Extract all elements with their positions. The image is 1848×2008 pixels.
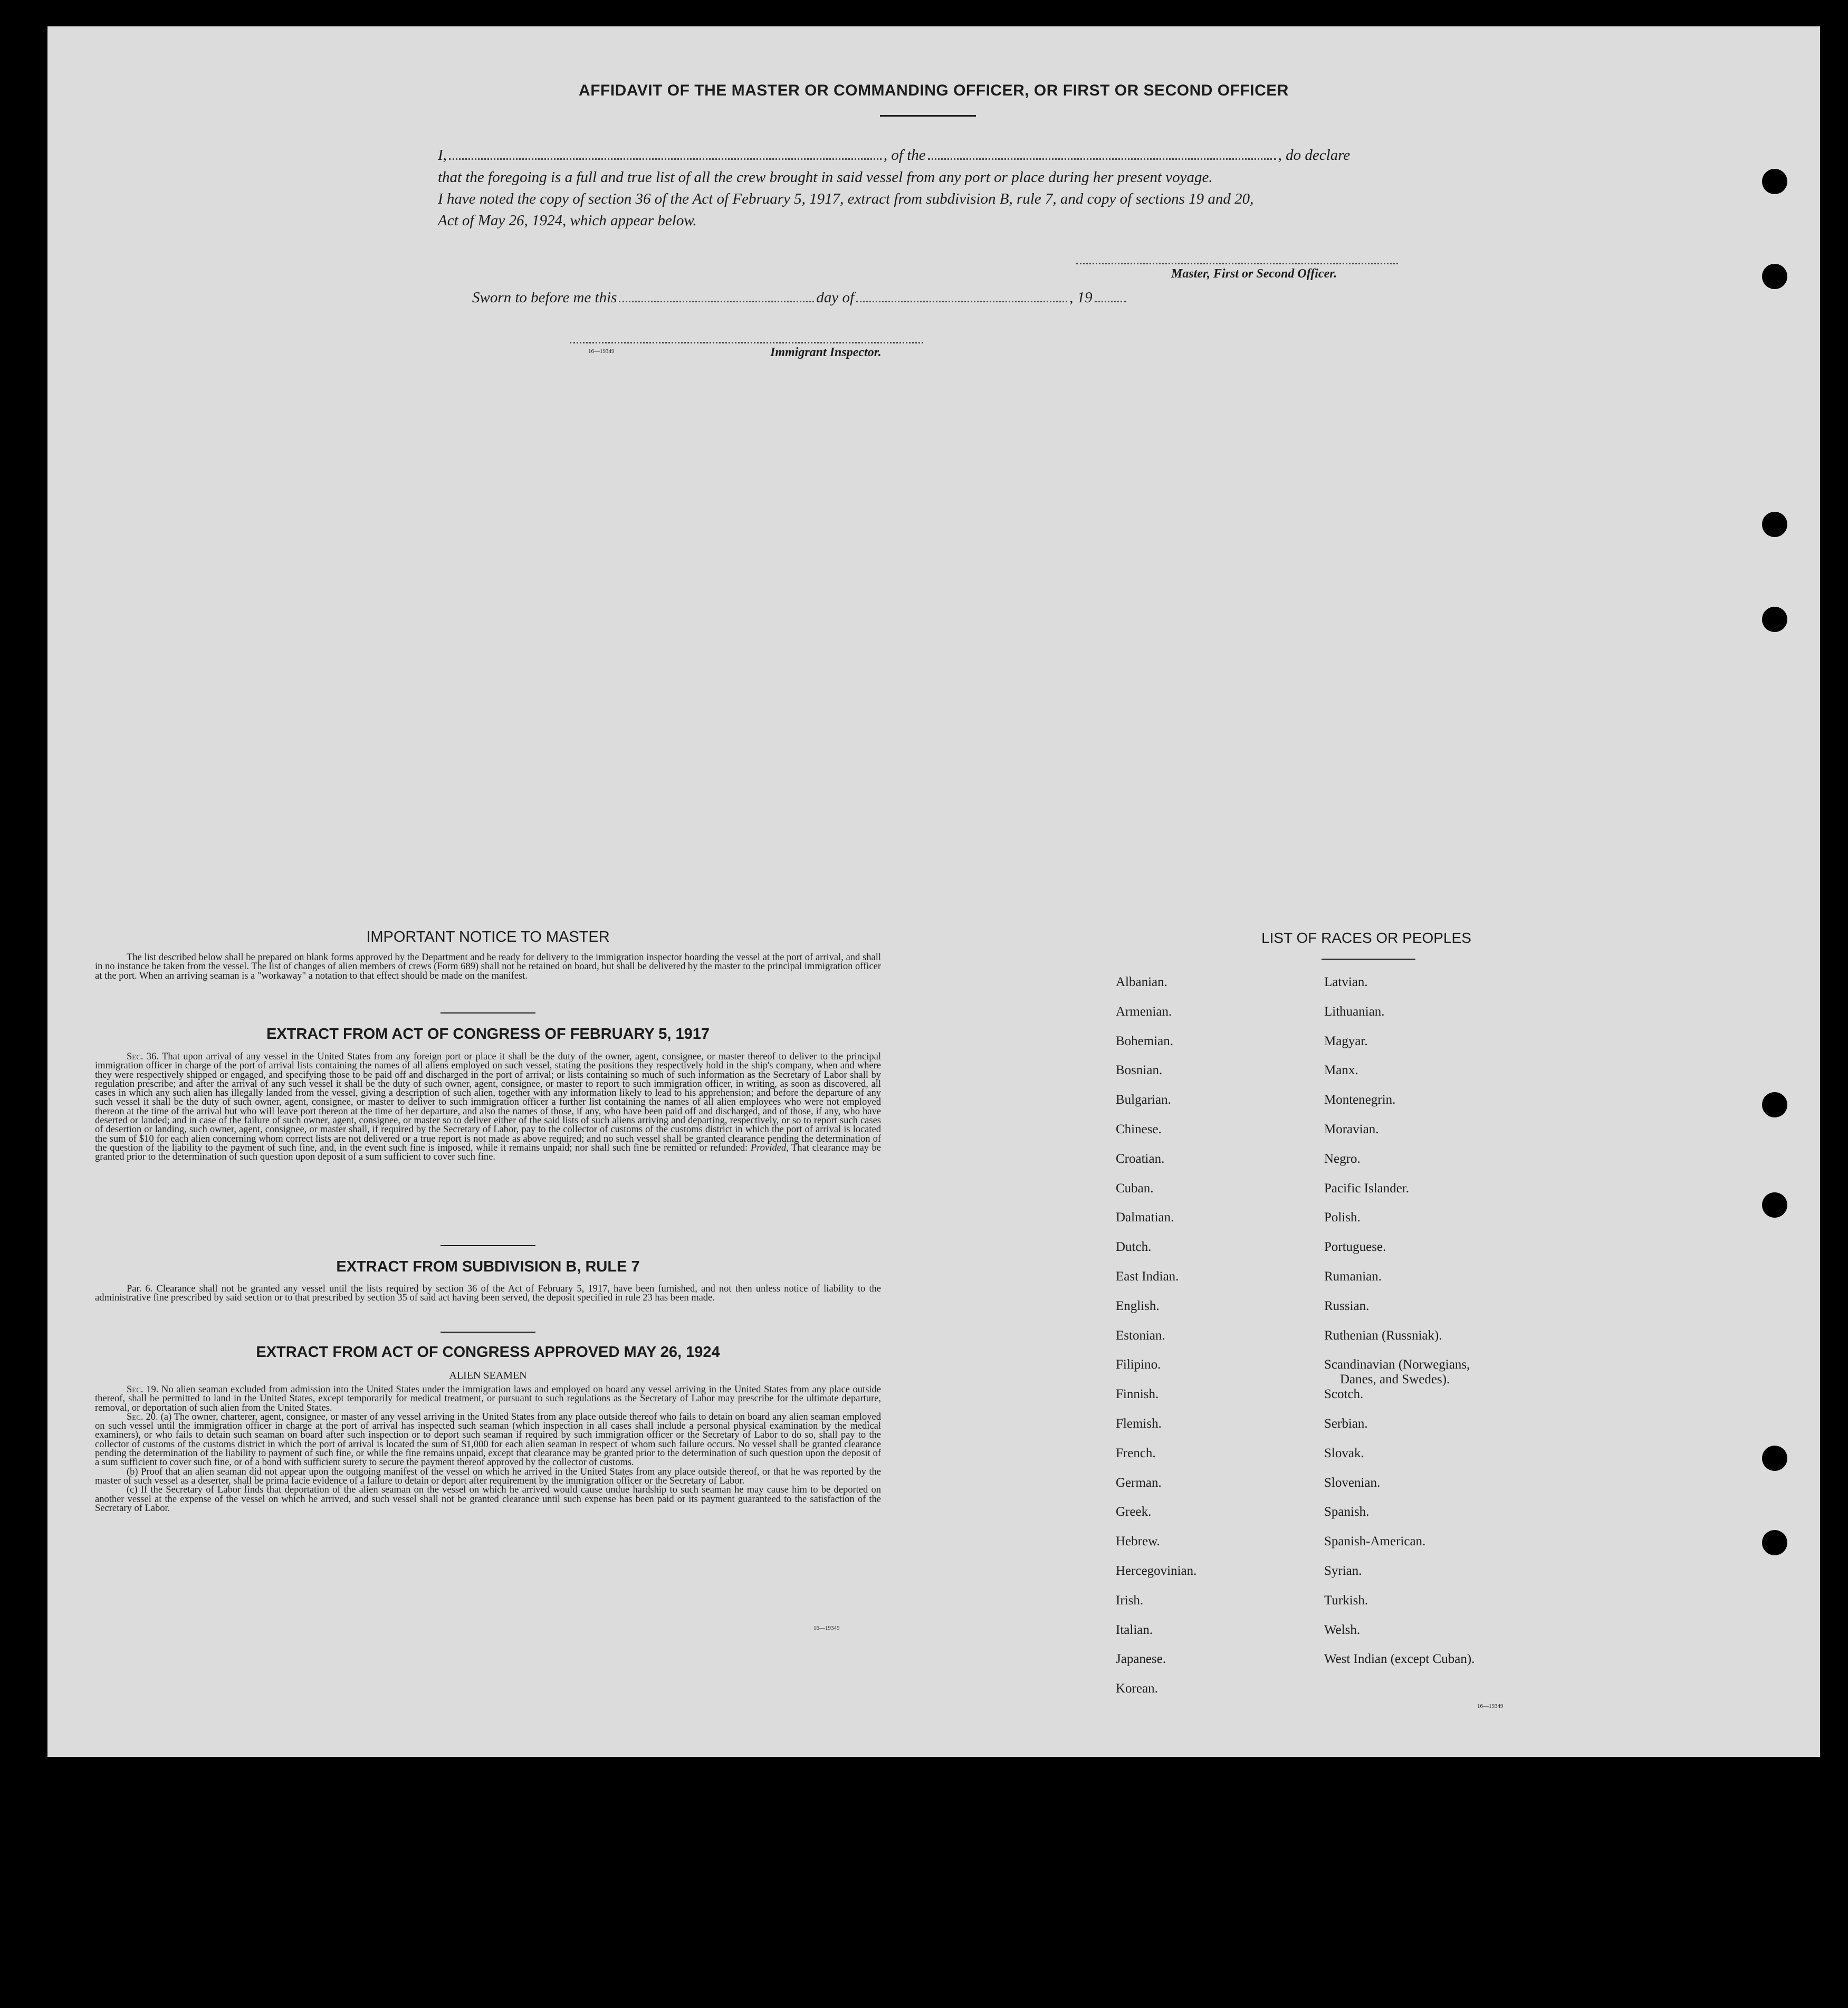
affidavit-i: I,: [438, 147, 447, 164]
name-blank: [449, 158, 882, 160]
inspector-signature-line: [570, 342, 923, 343]
race-item: Estonian.: [1116, 1328, 1165, 1343]
race-item: Scotch.: [1324, 1387, 1364, 1402]
punch-hole: [1762, 1092, 1787, 1117]
race-item: Ruthenian (Russniak).: [1324, 1328, 1442, 1343]
race-item: Welsh.: [1324, 1622, 1361, 1637]
punch-hole: [1762, 512, 1787, 537]
race-item: Filipino.: [1116, 1357, 1161, 1372]
provided-word: Provided,: [750, 1142, 789, 1153]
section-divider: [441, 1245, 535, 1246]
races-title-divider: [1322, 959, 1415, 960]
race-item: Danes, and Swedes).: [1340, 1372, 1450, 1387]
extract-rule7-text: [95, 1285, 881, 1303]
race-item: Finnish.: [1116, 1387, 1159, 1402]
sec-36-text-end: That clearance may be granted prior to the determination of such question upon deposit of a sum sufficient to cover such fine.: [95, 1142, 882, 1163]
race-item: Hercegovinian.: [1116, 1564, 1197, 1578]
title-divider: [880, 115, 976, 117]
race-item: Chinese.: [1116, 1122, 1162, 1136]
race-item: Syrian.: [1324, 1564, 1362, 1578]
signature-line: [1076, 263, 1398, 264]
races-title: LIST OF RACES OR PEOPLES: [1261, 930, 1471, 946]
sworn-prefix: Sworn to before me this: [472, 289, 617, 306]
notice-title: IMPORTANT NOTICE TO MASTER: [366, 929, 610, 945]
extract-1917-title: EXTRACT FROM ACT OF CONGRESS OF FEBRUARY 5, 1917: [266, 1026, 710, 1043]
sec-19-text: No alien seaman excluded from admission into the United States under the immigration laws and employed on board any vessel arriving in the United States from any place outside thereof, shall be permitted to land in the United States, except temporarily for medical treatment, or pursuant to such regulations as the Secretary of Labor may prescribe for the ultimate departure, removal, or deportation of such alien from the United States.: [95, 1384, 881, 1413]
inspector-label: Immigrant Inspector.: [770, 346, 882, 359]
race-item: Dalmatian.: [1116, 1210, 1174, 1225]
punch-hole: [1762, 1530, 1787, 1555]
race-item: Pacific Islander.: [1324, 1181, 1410, 1196]
race-item: Italian.: [1116, 1622, 1153, 1637]
affidavit-line-1: [438, 147, 1472, 164]
sec-19-label: Sec. 19.: [127, 1384, 159, 1395]
affidavit-title: AFFIDAVIT OF THE MASTER OR COMMANDING OFFICER, OR FIRST OR SECOND OFFICER: [579, 82, 1289, 99]
race-item: German.: [1116, 1475, 1162, 1490]
affidavit-line-3: I have noted the copy of section 36 of the Act of February 5, 1917, extract from subdivision B, rule 7, and copy of sections 19 and 20,: [438, 190, 1254, 207]
race-item: West Indian (except Cuban).: [1324, 1652, 1475, 1667]
race-item: Latvian.: [1324, 975, 1368, 989]
race-item: Dutch.: [1116, 1240, 1152, 1255]
race-item: Bohemian.: [1116, 1034, 1174, 1048]
sworn-line: [472, 289, 1506, 307]
race-item: Montenegrin.: [1324, 1093, 1396, 1107]
notice-text: [95, 953, 881, 981]
race-item: Rumanian.: [1324, 1269, 1382, 1284]
race-item: Slovak.: [1324, 1446, 1364, 1460]
race-item: Magyar.: [1324, 1034, 1368, 1048]
year-blank: [1095, 301, 1126, 302]
sec-36-label: Sec. 36.: [127, 1051, 159, 1062]
alien-seamen-subtitle: ALIEN SEAMEN: [449, 1370, 527, 1381]
sec-20-label: Sec. 20.: [127, 1411, 158, 1422]
race-item: Croatian.: [1116, 1151, 1165, 1166]
race-item: Portuguese.: [1324, 1240, 1386, 1255]
signature-label: Master, First or Second Officer.: [1171, 267, 1337, 281]
day-blank: [619, 301, 814, 302]
section-36-paragraph: [95, 1053, 881, 1162]
race-item: Cuban.: [1116, 1181, 1154, 1196]
rule7-paragraph: Par. 6. Clearance shall not be granted any vessel until the lists required by section 36 of the Act of February 5, 1917, have been furnished, and not then unless notice of liability to the administrative fine prescribed by said section or to that prescribed by section 35 of said act having been served, the deposit specified in rule 23 has been made.: [95, 1284, 881, 1304]
punch-hole: [1762, 1446, 1787, 1471]
race-item: Bosnian.: [1116, 1063, 1163, 1078]
sec-36-text: That upon arrival of any vessel in the United States from any foreign port or place it shall be the duty of the owner, agent, consignee, or master thereof to deliver to the principal immigration officer in charge of the port of arrival lists containing the names of all aliens employed on such vessel, stating the positions they respectively hold in the ship's company, when and where they were respectively shipped or engaged, and specifying those to be paid off and discharged in the port of arrival; or lists containing so much of such information as the Secretary of Labor shall by regulation prescribe; and after the arrival of any such vessel it shall be the duty of such owner, agent, consignee, or master to report to such immigration officer, in writing, as soon as discovered, all cases in which any such alien has illegally landed from the vessel, giving a description of such alien, together with any information likely to lead to his apprehension; and before the departure of any such vessel it shall be the duty of such owner, agent, consignee, or master to deliver to such immigration officer a further list containing the names of all alien employees who were not employed thereon at the time of the arrival but who will leave port thereon at the time of her departure, and also the names of those, if any, who have been paid off and discharged, and of those, if any, who have deserted or landed; and in case of the failure of such owner, agent, consignee, or master so to deliver either of the said lists of such aliens arriving and departing, respectively, or so to report such cases of desertion or landing, such owner, agent, consignee, or master shall, if required by the Secretary of Labor, pay to the collector of customs of the customs district in which the port of arrival is located the sum of $10 for each alien concerning whom correct lists are not delivered or a true report is not made as above required; and no such vessel shall be granted clearance pending the determination of the question of the liability to the payment of such fine, and, in the event such fine is imposed, while it remains unpaid; nor shall such fine be remitted or refunded:: [95, 1051, 881, 1153]
section-19-paragraph: [95, 1385, 881, 1413]
affidavit-of-the: , of the: [883, 147, 926, 164]
punch-hole: [1762, 1192, 1787, 1218]
race-item: Korean.: [1116, 1681, 1158, 1696]
punch-hole: [1762, 264, 1787, 289]
document-page: [47, 26, 1820, 1757]
affidavit-line-4: Act of May 26, 1924, which appear below.: [438, 212, 697, 229]
affidavit-declare: , do declare: [1278, 147, 1351, 164]
race-item: Polish.: [1324, 1210, 1361, 1225]
race-item: Greek.: [1116, 1505, 1152, 1519]
vessel-blank: [928, 158, 1276, 160]
month-blank: [856, 301, 1067, 302]
race-item: Moravian.: [1324, 1122, 1379, 1136]
race-item: Turkish.: [1324, 1593, 1368, 1608]
race-item: Bulgarian.: [1116, 1093, 1171, 1107]
race-item: Flemish.: [1116, 1417, 1162, 1431]
section-divider: [441, 1012, 535, 1013]
form-number: 16—19349: [1477, 1703, 1504, 1709]
extract-1924-text: [95, 1385, 881, 1513]
form-number: 16—19349: [588, 348, 615, 355]
race-item: Armenian.: [1116, 1004, 1172, 1019]
punch-hole: [1762, 607, 1787, 632]
section-20c-paragraph: (c) If the Secretary of Labor finds that deportation of the alien seaman on the vessel on which he arrived would cause undue hardship to such seaman he may cause him to be deported on another vessel at the expense of the vessel on which he arrived, and such vessel shall not be granted clearance until such expense has been paid or its payment guaranteed to the satisfaction of the Secretary of Labor.: [95, 1485, 881, 1514]
race-item: Negro.: [1324, 1151, 1361, 1166]
race-item: Hebrew.: [1116, 1534, 1160, 1549]
race-item: Serbian.: [1324, 1417, 1368, 1431]
race-item: Spanish-American.: [1324, 1534, 1426, 1549]
race-item: Spanish.: [1324, 1505, 1370, 1519]
section-20a-paragraph: [95, 1413, 881, 1468]
notice-paragraph: The list described below shall be prepared on blank forms approved by the Department and be ready for delivery to the immigration inspector boarding the vessel at the port of arrival, and shall in no instance be taken from the vessel. The list of changes of alien members of crews (Form 689) shall not be retained on board, but shall be delivered by the master to the principal immigration officer at the port. When an arriving seaman is a "workaway" a notation to that effect should be made on the manifest.: [95, 952, 881, 981]
race-item: East Indian.: [1116, 1269, 1179, 1284]
race-item: Slovenian.: [1324, 1475, 1381, 1490]
section-divider: [441, 1332, 535, 1333]
race-item: Albanian.: [1116, 975, 1167, 989]
sworn-year: , 19: [1069, 289, 1093, 306]
race-item: French.: [1116, 1446, 1156, 1460]
sworn-day-of: day of: [816, 289, 855, 306]
race-item: Lithuanian.: [1324, 1004, 1385, 1019]
race-item: English.: [1116, 1298, 1160, 1313]
extract-1917-text: [95, 1053, 881, 1162]
race-item: Scandinavian (Norwegians,: [1324, 1357, 1470, 1372]
punch-hole: [1762, 169, 1787, 194]
extract-rule7-title: EXTRACT FROM SUBDIVISION B, RULE 7: [336, 1258, 640, 1275]
race-item: Russian.: [1324, 1298, 1370, 1313]
sec-20a-text: (a) The owner, charterer, agent, consignee, or master of any vessel arriving in the United States from any place outside thereof who fails to detain on board any alien seaman employed on such vessel until the immigration officer in charge at the port of arrival has inspected such seaman (which inspection in all cases shall include a personal physical examination by the medical examiners), or who fails to detain such seaman on board after such inspection or to deport such seaman if required by such immigration officer or the Secretary of Labor to do so, shall pay to the collector of customs of the customs district in which the port of arrival is located the sum of $1,000 for each alien seaman in respect of whom such failure occurs. No vessel shall be granted clearance pending the determination of the liability to payment of such fine, or while the fine remains unpaid, except that clearance may be granted prior to the determination of such question upon the deposit of a sum sufficient to cover such fine, or of a bond with sufficient surety to secure the payment thereof approved by the collector of customs.: [95, 1411, 882, 1468]
section-20b-paragraph: (b) Proof that an alien seaman did not appear upon the outgoing manifest of the vessel on which he arrived in the United States from any place outside thereof, or that he was reported by the master of such vessel as a deserter, shall be prima facie evidence of a failure to detain or deport after requirement by the immigration officer or the Secretary of Labor.: [95, 1466, 881, 1486]
race-item: Japanese.: [1116, 1652, 1166, 1667]
affidavit-line-2: that the foregoing is a full and true list of all the crew brought in said vessel from any port or place during her present voyage.: [438, 169, 1213, 186]
form-number: 16—19349: [813, 1625, 840, 1631]
race-item: Irish.: [1116, 1593, 1144, 1608]
extract-1924-title: EXTRACT FROM ACT OF CONGRESS APPROVED MAY 26, 1924: [256, 1344, 720, 1361]
race-item: Manx.: [1324, 1063, 1358, 1078]
